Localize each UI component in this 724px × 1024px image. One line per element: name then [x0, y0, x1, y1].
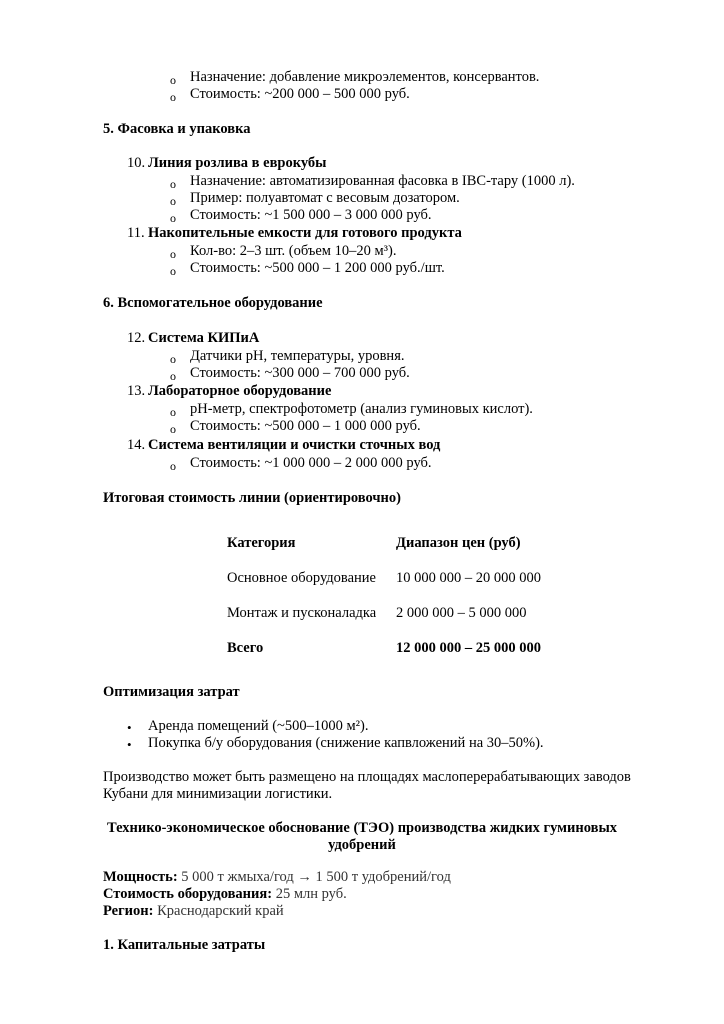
section-heading: 1. Капитальные затраты	[103, 937, 266, 953]
list-item: Стоимость: ~200 000 – 500 000 руб.	[190, 86, 410, 102]
table-header: Категория	[227, 535, 296, 551]
field-label: Стоимость оборудования:	[103, 886, 273, 902]
list-item: Датчики pH, температуры, уровня.	[190, 348, 405, 364]
table-cell: 10 000 000 – 20 000 000	[396, 570, 541, 586]
cost-line	[103, 886, 347, 903]
field-value: 5 000 т жмыха/год → 1 500 т удобрений/год	[177, 869, 451, 885]
bullet-marker: o	[170, 247, 176, 261]
item-title: Лабораторное оборудование	[148, 383, 332, 399]
list-item: Аренда помещений (~500–1000 м²).	[148, 718, 369, 734]
list-item: Стоимость: ~300 000 – 700 000 руб.	[190, 365, 410, 381]
bullet-marker: o	[170, 194, 176, 208]
list-item: Пример: полуавтомат с весовым дозатором.	[190, 190, 460, 206]
section-heading: 5. Фасовка и упаковка	[103, 121, 251, 137]
field-value: 25 млн руб.	[272, 886, 347, 902]
item-title: Система вентиляции и очистки сточных вод	[148, 437, 441, 453]
table-cell: Монтаж и пусконаладка	[227, 605, 377, 621]
item-title: Линия розлива в еврокубы	[148, 155, 327, 171]
table-cell: Основное оборудование	[227, 570, 376, 586]
field-value: Краснодарский край	[153, 903, 284, 919]
section-heading: 6. Вспомогательное оборудование	[103, 295, 323, 311]
section-heading: Итоговая стоимость линии (ориентировочно)	[103, 490, 401, 506]
table-cell: 2 000 000 – 5 000 000	[396, 605, 527, 621]
bullet-marker: o	[170, 422, 176, 436]
list-item: Назначение: добавление микроэлементов, консервантов.	[190, 69, 540, 85]
bullet-marker: o	[170, 264, 176, 278]
item-number: 10.	[127, 155, 146, 171]
bullet-marker: o	[170, 73, 176, 87]
list-item: Стоимость: ~1 500 000 – 3 000 000 руб.	[190, 207, 432, 223]
field-label: Мощность:	[103, 869, 178, 885]
list-item: Кол-во: 2–3 шт. (объем 10–20 м³).	[190, 243, 397, 259]
list-item: Стоимость: ~1 000 000 – 2 000 000 руб.	[190, 455, 432, 471]
bullet-marker: o	[170, 352, 176, 366]
table-cell: 12 000 000 – 25 000 000	[396, 640, 541, 656]
bullet-marker: o	[170, 405, 176, 419]
list-item: Стоимость: ~500 000 – 1 000 000 руб.	[190, 418, 421, 434]
list-item: Стоимость: ~500 000 – 1 200 000 руб./шт.	[190, 260, 445, 276]
item-title: Накопительные емкости для готового продукта	[148, 225, 462, 241]
bullet-marker: •	[127, 737, 132, 752]
paragraph-line: Производство может быть размещено на площадях маслоперерабатывающих заводов	[103, 769, 631, 785]
doc-title: Технико-экономическое обоснование (ТЭО) производства жидких гуминовых	[106, 820, 618, 836]
bullet-marker: o	[170, 211, 176, 225]
item-number: 11.	[127, 225, 145, 241]
table-cell: Всего	[227, 640, 264, 656]
section-heading: Оптимизация затрат	[103, 684, 240, 700]
item-number: 14.	[127, 437, 146, 453]
list-item: Назначение: автоматизированная фасовка в IBC-тару (1000 л).	[190, 173, 575, 189]
power-line	[103, 869, 451, 886]
region-line	[103, 903, 284, 920]
bullet-marker: o	[170, 369, 176, 383]
item-title: Система КИПиА	[148, 330, 260, 346]
bullet-marker: o	[170, 177, 176, 191]
bullet-marker: o	[170, 459, 176, 473]
table-header: Диапазон цен (руб)	[396, 535, 521, 551]
list-item: pH-метр, спектрофотометр (анализ гуминовых кислот).	[190, 401, 533, 417]
doc-title: удобрений	[328, 837, 396, 853]
item-number: 12.	[127, 330, 146, 346]
bullet-marker: o	[170, 90, 176, 104]
list-item: Покупка б/у оборудования (снижение капвложений на 30–50%).	[148, 735, 544, 751]
paragraph-line: Кубани для минимизации логистики.	[103, 786, 333, 802]
bullet-marker: •	[127, 720, 132, 735]
item-number: 13.	[127, 383, 146, 399]
field-label: Регион:	[103, 903, 154, 919]
